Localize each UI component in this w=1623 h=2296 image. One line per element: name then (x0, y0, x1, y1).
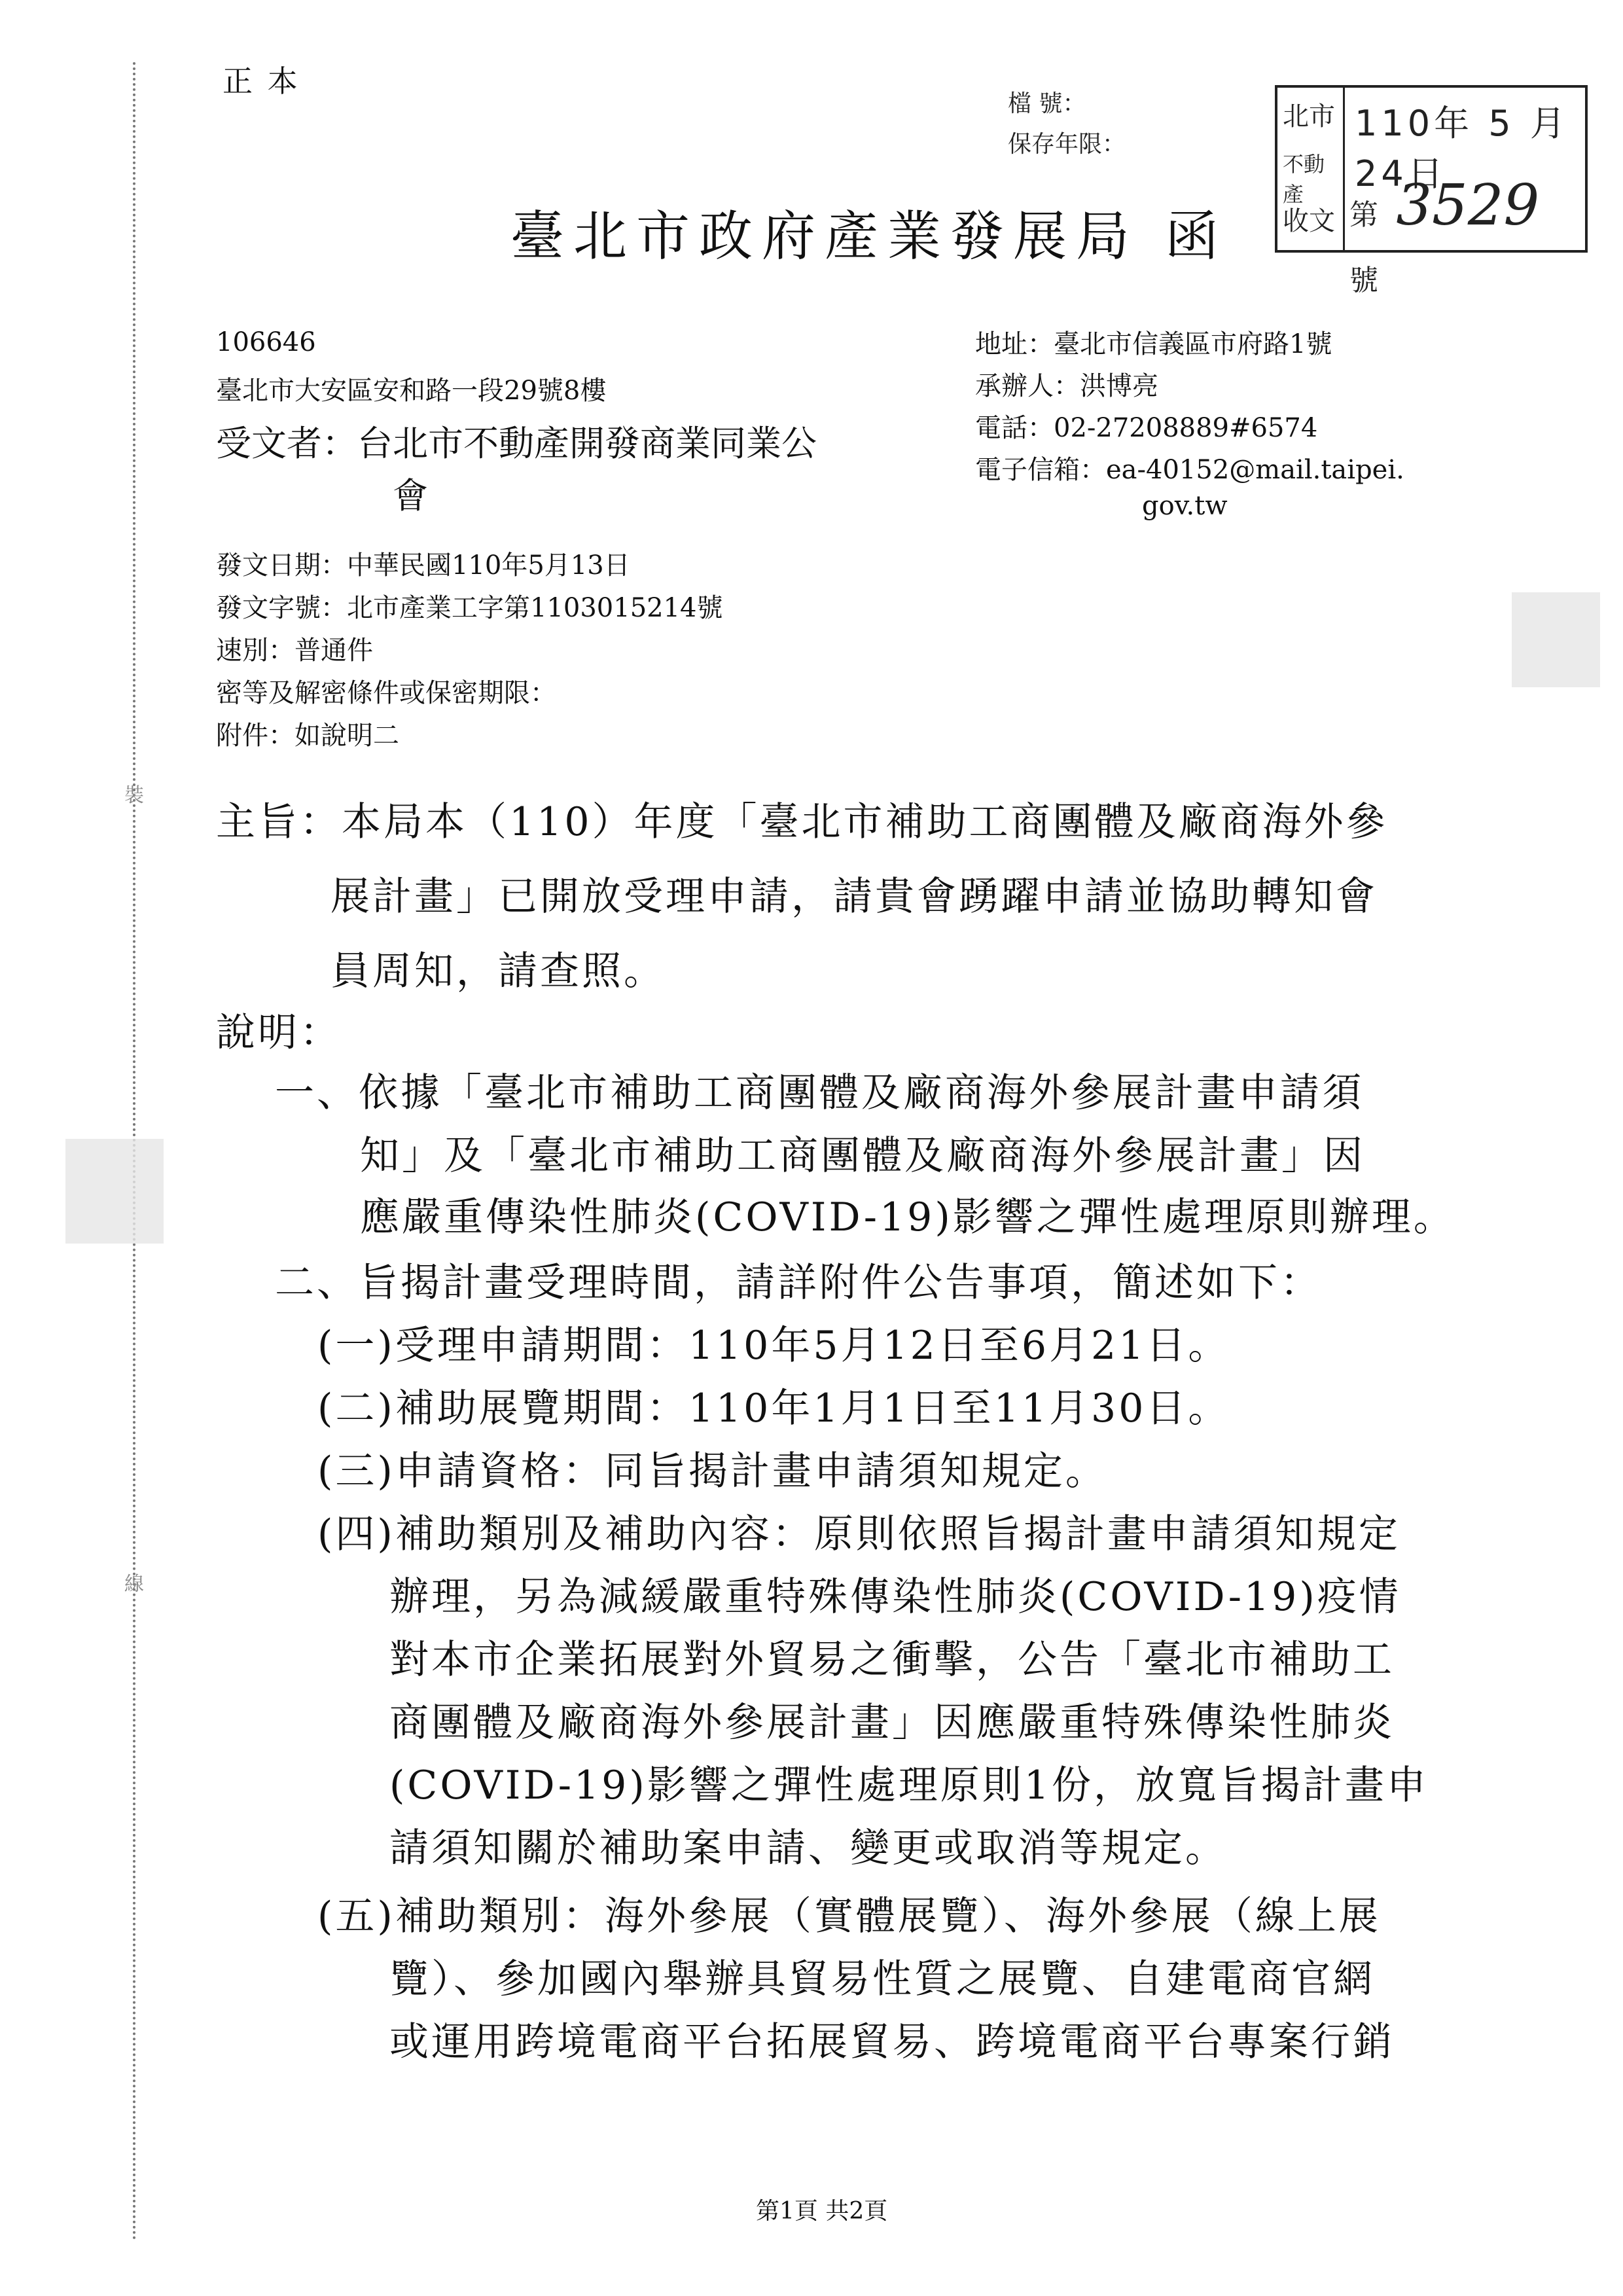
receipt-stamp (1275, 85, 1588, 297)
item2-sub3: (三)申請資格：同旨揭計畫申請須知規定。 (317, 1448, 1107, 1494)
item2-sub5-line-2: 覽）、參加國內舉辦具貿易性質之展覽、自建電商官網 (389, 1956, 1375, 2002)
item2-sub4-line-2: 辦理，另為減緩嚴重特殊傳染性肺炎(COVID-19)疫情 (389, 1574, 1401, 1620)
item2-sub4-line-3: 對本市企業拓展對外貿易之衝擊，公告「臺北市補助工 (389, 1637, 1395, 1683)
document-title: 臺北市政府產業發展局 函 (510, 206, 1228, 268)
item2-sub5-line-3: 或運用跨境電商平台拓展貿易、跨境電商平台專案行銷 (389, 2019, 1395, 2065)
scan-artifact-right (1512, 592, 1600, 687)
item2-sub4-line-1: (四)補助類別及補助內容：原則依照旨揭計畫申請須知規定 (317, 1511, 1400, 1557)
item2-sub4-line-4: 商團體及廠商海外參展計畫」因應嚴重特殊傳染性肺炎 (389, 1700, 1395, 1746)
stamp-line-1: 北市 (1283, 101, 1335, 132)
contact-email: 電子信箱：ea-40152@mail.taipei. (975, 455, 1404, 485)
subject-line-2: 展計畫」已開放受理申請，請貴會踴躍申請並協助轉知會 (330, 874, 1378, 920)
item2-sub5-line-1: (五)補助類別：海外參展（實體展覽）、海外參展（線上展 (317, 1893, 1381, 1939)
item2-sub2: (二)補助展覽期間：110年1月1日至11月30日。 (317, 1386, 1230, 1431)
stamp-line-2: 不動產 (1283, 152, 1325, 207)
doc-number: 發文字號：北市產業工字第1103015214號 (216, 593, 723, 623)
recipient-line-1: 受文者：台北市不動產開發商業同業公 (216, 423, 817, 464)
speed-class: 速別：普通件 (216, 636, 373, 666)
item2-sub1: (一)受理申請期間：110年5月12日至6月21日。 (317, 1323, 1230, 1369)
scan-artifact-left (65, 1139, 164, 1244)
stamp-date: 110年 5 月24日 (1355, 103, 1569, 194)
secrecy-level: 密等及解密條件或保密期限： (216, 678, 556, 708)
file-no-label: 檔 號： (1008, 90, 1086, 117)
item1-line-2: 知」及「臺北市補助工商團體及廠商海外參展計畫」因 (360, 1133, 1365, 1179)
send-date: 發文日期：中華民國110年5月13日 (216, 550, 630, 581)
binding-mark-bottom: 線 (124, 1573, 144, 1596)
page-footer: 第1頁 共2頁 (756, 2198, 888, 2225)
stamp-no-handwritten: 3529 (1396, 173, 1540, 238)
recipient-address: 臺北市大安區安和路一段29號8樓 (216, 376, 607, 406)
stamp-label-column (1277, 88, 1345, 250)
subject-line-3: 員周知，請查照。 (330, 948, 666, 994)
contact-handler: 承辦人：洪博亮 (975, 371, 1158, 401)
stamp-no-suffix: 號 (1349, 264, 1378, 297)
subject-line-1: 主旨：本局本（110）年度「臺北市補助工商團體及廠商海外參 (216, 799, 1388, 845)
binding-mark-top: 裝 (124, 784, 144, 807)
item2-sub4-line-5: (COVID-19)影響之彈性處理原則1份，放寬旨揭計畫申 (389, 1763, 1429, 1808)
contact-address: 地址：臺北市信義區市府路1號 (975, 329, 1332, 359)
contact-email-cont: gov.tw (1142, 491, 1228, 521)
stamp-line-3: 收文 (1283, 206, 1335, 236)
duplicate-mark: 正 本 (223, 63, 300, 99)
stamp-number (1349, 173, 1585, 304)
attachment: 附件：如說明二 (216, 721, 399, 751)
stamp-no-prefix: 第 (1349, 198, 1378, 232)
recipient-line-2: 會 (393, 475, 428, 516)
item2-sub4-line-6: 請須知關於補助案申請、變更或取消等規定。 (389, 1825, 1227, 1871)
contact-phone: 電話：02-27208889#6574 (975, 413, 1318, 443)
retention-label: 保存年限： (1008, 131, 1126, 158)
item2-heading: 二、旨揭計畫受理時間，請詳附件公告事項，簡述如下： (275, 1260, 1322, 1306)
item1-line-1: 一、依據「臺北市補助工商團體及廠商海外參展計畫申請須 (275, 1070, 1364, 1116)
explanation-label: 說明： (216, 1010, 342, 1056)
postal-code: 106646 (216, 327, 316, 357)
item1-line-3: 應嚴重傳染性肺炎(COVID-19)影響之彈性處理原則辦理。 (360, 1194, 1455, 1240)
